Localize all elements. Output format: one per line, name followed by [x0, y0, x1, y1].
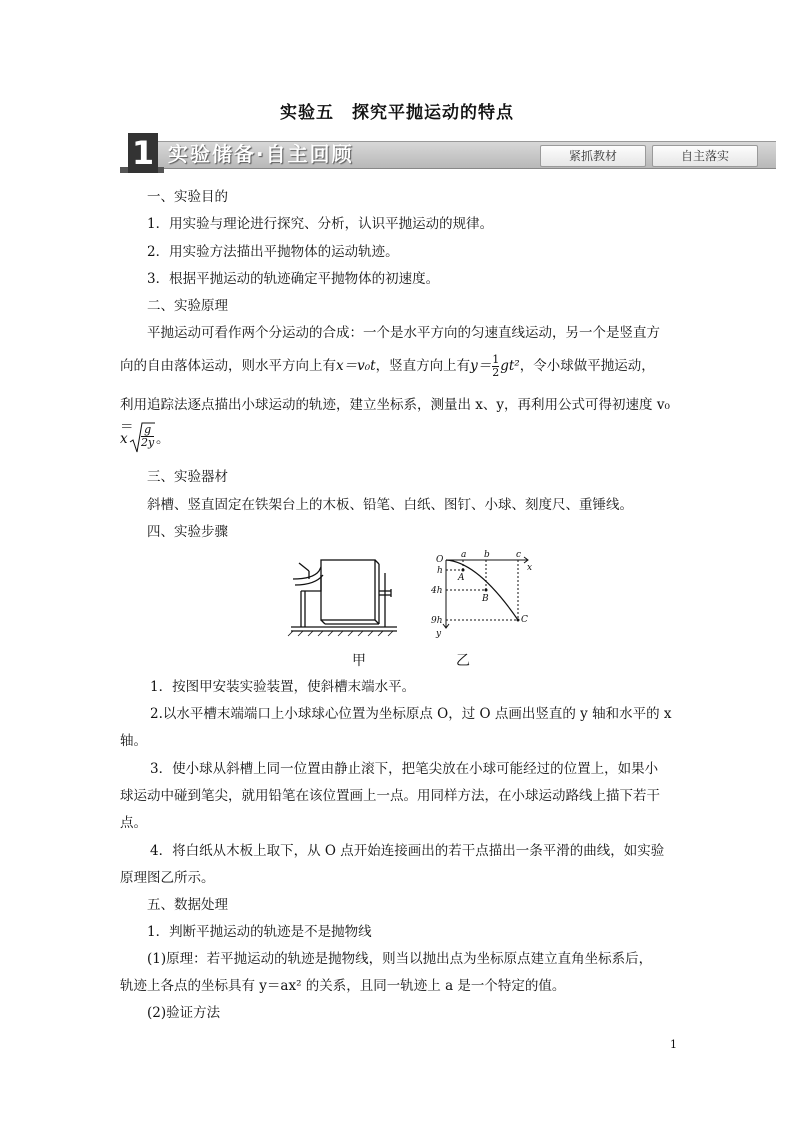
- one-half-fraction: [492, 354, 499, 379]
- point-B-label: B: [482, 594, 489, 604]
- fraction-numerator: 1: [492, 353, 500, 366]
- step-4-line-2: 原理图乙所示。: [120, 870, 215, 886]
- purpose-item-1: 1．用实验与理论进行探究、分析，认识平抛运动的规律。: [147, 216, 494, 232]
- data-principle-line-1: (1)原理：若平抛运动的轨迹是抛物线，则当以抛出点为坐标原点建立直角坐标系后，: [147, 951, 653, 967]
- origin-label: O: [436, 555, 444, 565]
- data-subheading-1: 1．判断平抛运动的轨迹是不是抛物线: [147, 924, 372, 940]
- self-implement-button[interactable]: 自主落实: [652, 145, 758, 167]
- 4h-label: 4h: [431, 586, 443, 596]
- g-over-2y-fraction: [141, 424, 154, 449]
- apparatus-diagram: [285, 545, 405, 637]
- section-heading-materials: 三、实验器材: [147, 469, 228, 485]
- purpose-item-3: 3．根据平抛运动的轨迹确定平抛物体的初速度。: [147, 271, 440, 287]
- section-heading-data: 五、数据处理: [147, 897, 228, 913]
- vertical-equation-rhs: gt²: [500, 358, 520, 374]
- step-2-line-1: 2.以水平槽末端端口上小球球心位置为坐标原点 O，过 O 点画出竖直的 y 轴和水平的 x: [150, 706, 672, 722]
- principle-line-3: 利用追踪法逐点描出小球运动的轨迹，建立坐标系，测量出 x、y，再利用公式可得初速度 v₀＝: [120, 397, 670, 435]
- principle-text: 向的自由落体运动，则水平方向上有: [120, 358, 336, 374]
- banner-heading: 实验储备·自主回顾: [168, 142, 354, 166]
- section-banner: [120, 133, 776, 173]
- principle-line-1: 平抛运动可看作两个分运动的合成：一个是水平方向的匀速直线运动，另一个是竖直方: [147, 325, 660, 341]
- step-3-line-2: 球运动中碰到笔尖，就用铅笔在该位置画上一点。用同样方法，在小球运动路线上描下若干: [120, 788, 660, 804]
- fraction-numerator: g: [144, 423, 152, 436]
- y-axis-label: y: [436, 629, 442, 638]
- principle-line-2: [120, 354, 676, 379]
- section-heading-purpose: 一、实验目的: [147, 189, 228, 205]
- x-axis-label: x: [527, 563, 533, 573]
- materials-text: 斜槽、竖直固定在铁架台上的木板、铅笔、白纸、图钉、小球、刻度尺、重锤线。: [147, 497, 633, 513]
- step-3-line-3: 点。: [120, 815, 147, 831]
- step-2-line-2: 轴。: [120, 733, 147, 749]
- figure-caption-yi: 乙: [456, 653, 470, 669]
- data-principle-line-2: 轨迹上各点的坐标具有 y＝ax² 的关系，且同一轨迹上 a 是一个特定的值。: [120, 978, 566, 994]
- step-4-line-1: 4．将白纸从木板上取下，从 O 点开始连接画出的若干点描出一条平滑的曲线，如实验: [150, 843, 665, 859]
- page-number: 1: [670, 1038, 677, 1051]
- purpose-item-2: 2．用实验方法描出平抛物体的运动轨迹。: [147, 244, 399, 260]
- figure-caption-jia: 甲: [352, 653, 366, 669]
- point-C-label: C: [521, 615, 528, 625]
- h-label: h: [437, 566, 443, 576]
- grasp-textbook-button[interactable]: 紧抓教材: [540, 145, 646, 167]
- formula-x: x: [120, 431, 128, 447]
- fraction-denominator: 2: [492, 366, 500, 379]
- section-heading-principle: 二、实验原理: [147, 298, 228, 314]
- principle-text: ，令小球做平抛运动，: [519, 358, 655, 374]
- step-3-line-1: 3．使小球从斜槽上同一位置由静止滚下，把笔尖放在小球可能经过的位置上，如果小: [150, 761, 659, 777]
- point-A-label: A: [458, 573, 465, 583]
- page-title: 实验五 探究平抛运动的特点: [280, 103, 514, 123]
- trajectory-diagram: [428, 548, 538, 638]
- 9h-label: 9h: [431, 616, 443, 626]
- verification-method: (2)验证方法: [147, 1005, 221, 1021]
- point-a-label: a: [461, 550, 467, 560]
- banner-number: 1: [128, 133, 158, 173]
- section-heading-steps: 四、实验步骤: [147, 524, 228, 540]
- vertical-equation-lhs: y＝: [470, 358, 492, 374]
- step-1: 1．按图甲安装实验装置，使斜槽末端水平。: [150, 679, 416, 695]
- point-b-label: b: [484, 550, 490, 560]
- fraction-denominator: 2y: [141, 436, 155, 449]
- formula-period: 。: [156, 431, 170, 447]
- horizontal-equation: x＝v₀t: [336, 358, 376, 374]
- principle-text: ，竖直方向上有: [375, 358, 471, 374]
- initial-velocity-formula: [120, 420, 676, 454]
- point-c-label: c: [516, 550, 522, 560]
